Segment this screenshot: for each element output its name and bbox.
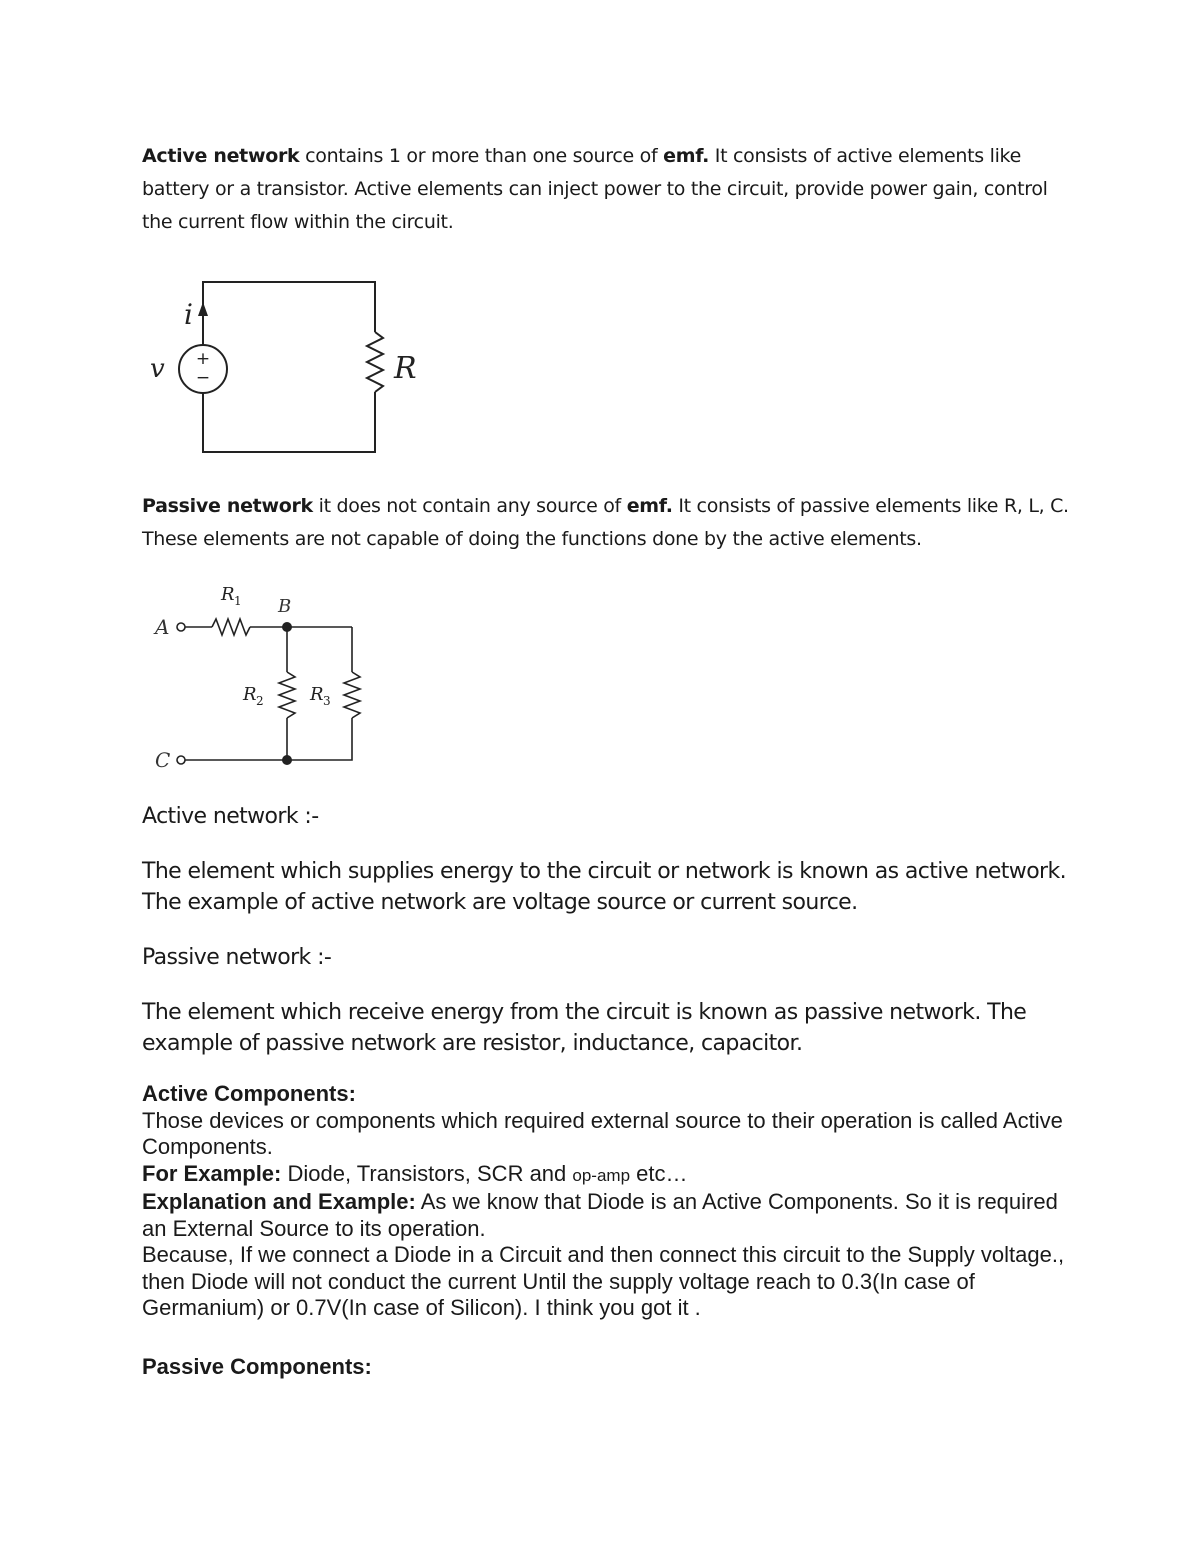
active-network-text: The element which supplies energy to the circuit or network is known as active network. The example of active network are voltage source or current source.: [142, 859, 1067, 915]
node-c-label: C: [155, 748, 171, 772]
passive-network-heading: Passive network :-: [142, 945, 332, 970]
intro-text-1: contains 1 or more than one source of: [299, 145, 664, 167]
passive-intro-text-2: It consists of passive elements like R, L, C. These elements are not capable of doing the functions done by the active elements.: [142, 495, 1069, 550]
svg-text:R: R: [310, 684, 324, 705]
active-circuit-diagram: [140, 270, 440, 465]
passive-intro-text-1: it does not contain any source of: [312, 495, 627, 517]
r2-label: [242, 684, 264, 708]
resistor-r2: [279, 672, 295, 718]
emf-term-2: emf.: [626, 495, 673, 517]
svg-text:2: 2: [256, 694, 264, 708]
example-etc: etc…: [630, 1160, 688, 1186]
active-components-title: Active Components:: [142, 1081, 356, 1106]
active-components-desc: Those devices or components which required external source to their operation is called Active Components.: [142, 1107, 1063, 1159]
example-line: [142, 1161, 1082, 1190]
passive-network-text: The element which receive energy from the circuit is known as passive network. The example of passive network are resistor, inductance, capacitor.: [142, 1000, 1027, 1056]
r3-label: [309, 684, 331, 708]
active-network-heading: Active network :-: [142, 804, 319, 829]
svg-text:1: 1: [234, 594, 242, 608]
wire-bottom: [185, 718, 352, 760]
resistor-r3: [344, 672, 360, 718]
bottom-wire: [203, 392, 375, 452]
terminal-c: [177, 756, 185, 764]
passive-components-title: Passive Components:: [142, 1354, 372, 1379]
voltage-label: v: [150, 354, 165, 384]
resistor-r1: [212, 619, 250, 635]
plus-sign: +: [195, 349, 211, 369]
passive-network-intro: [142, 490, 1072, 556]
node-b-label: B: [278, 596, 292, 617]
because-paragraph: Because, If we connect a Diode in a Circuit and then connect this circuit to the Supply voltage., then Diode will not conduct the current Until the supply voltage reach to 0.3(In case of Germanium) or 0.7V(In case of Silicon). I think you got it .: [142, 1242, 1065, 1320]
passive-network-term: Passive network: [142, 495, 313, 517]
active-network-term: Active network: [142, 145, 300, 167]
resistor-label: R: [394, 351, 417, 386]
node-b-dot: [282, 622, 292, 632]
current-arrow-icon: [198, 302, 208, 316]
passive-circuit-diagram: [150, 580, 380, 780]
emf-term: emf.: [663, 145, 710, 167]
svg-text:R: R: [243, 684, 257, 705]
explanation-paragraph: [142, 1189, 1082, 1242]
example-text: Diode, Transistors, SCR and: [281, 1160, 573, 1186]
node-bottom-dot: [282, 755, 292, 765]
r1-label: [220, 584, 242, 608]
explanation-text: As we know that Diode is an Active Components. So it is required an External Source to its operation.: [142, 1189, 1058, 1241]
svg-text:R: R: [221, 584, 235, 605]
example-label: For Example:: [142, 1160, 282, 1186]
current-label: i: [184, 298, 193, 331]
node-a-label: A: [155, 615, 170, 639]
top-wire: [203, 282, 375, 345]
active-network-intro: [142, 140, 1072, 239]
intro-text-2: It consists of active elements like battery or a transistor. Active elements can inject power to the circuit, provide power gain, control the current flow within the circuit.: [142, 145, 1048, 233]
explanation-label: Explanation and Example:: [142, 1189, 416, 1214]
minus-sign: −: [195, 368, 211, 388]
svg-text:3: 3: [323, 694, 331, 708]
opamp-text: op-amp: [572, 1165, 631, 1185]
components-section: [142, 1081, 1082, 1322]
terminal-a: [177, 623, 185, 631]
resistor-r: [367, 332, 383, 392]
